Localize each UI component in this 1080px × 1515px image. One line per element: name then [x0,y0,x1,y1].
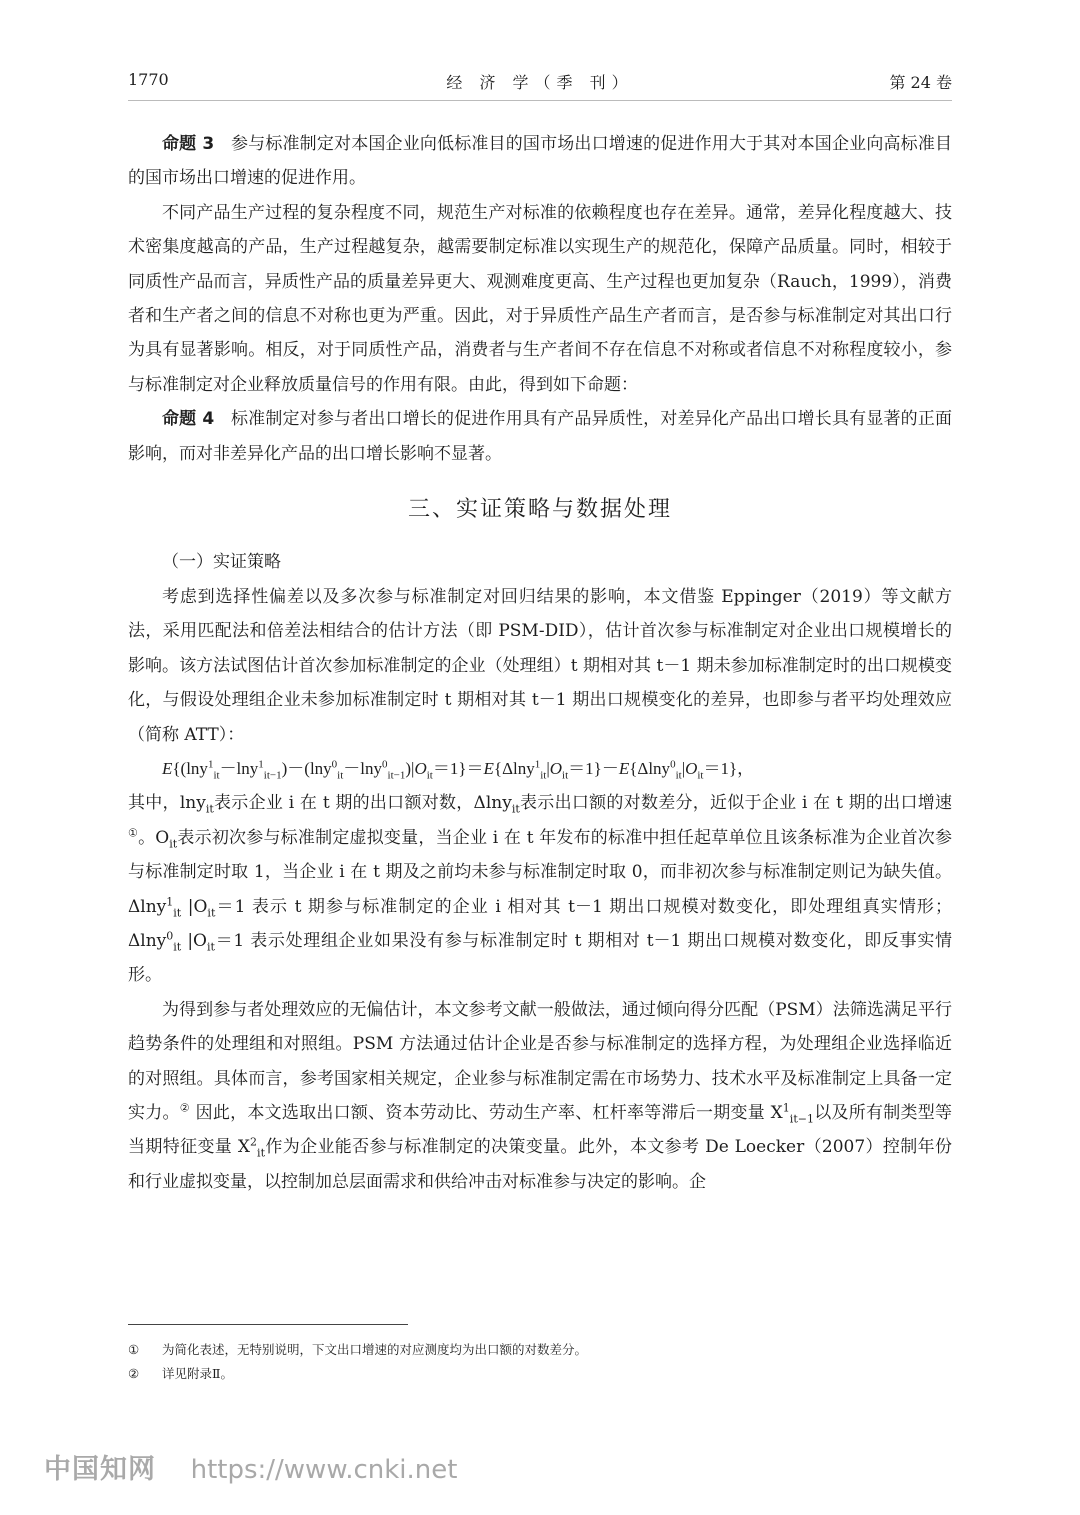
subsection-title: （一）实证策略 [162,552,281,573]
proposition-4 [128,402,952,471]
journal-name: 经 济 学（季 刊） [446,73,634,92]
proposition-text: 参与标准制定对本国企业向低标准目的国市场出口增速的促进作用大于其对本国企业向高标准目的国市场出口增速的促进作用。 [128,134,953,189]
page-number: 1770 [128,70,169,89]
footnote: ② 详见附录Ⅱ。 [128,1366,233,1381]
footnote-rule [128,1324,408,1325]
footnote: ① 为简化表述，无特别说明，下文出口增速的对应测度均为出口额的对数差分。 [128,1342,588,1357]
paragraph: 为得到参与者处理效应的无偏估计，本文参考文献一般做法，通过倾向得分匹配（PSM）法筛选满足平行趋势条件的处理组和对照组。PSM 方法通过估计企业是否参与标准制定的选择方程，为处理组企业选择临近的对照组。具体而言，参考国家相关规定，企业参与标准制定需在市场势力、技术水平及标准制定上具备一定实力。② 因此，本文选取出口额、资本劳动比、劳动生产率、杠杆率等滞后一期变量 $X^1_{it-1}$以及所有制类型等当期特征变量 $X^2_{it}$作为企业能否参与标准制定的决策变量。此外，本文参考 De Loecker（2007）控制年份和行业虚拟变量，以控制加总层面需求和供给冲击对标准参与决定的影响。企 [128,999,953,1192]
paragraph: 考虑到选择性偏差以及多次参与标准制定对回归结果的影响，本文借鉴 Eppinger（2019）等文献方法，采用匹配法和倍差法相结合的估计方法（即 PSM-DID），估计首次参与标准制定对企业出口规模增长的影响。该方法试图估计首次参加标准制定的企业（处理组）t 期相对其 t－1 期未参加标准制定时的出口规模变化，与假设处理组企业未参加标准制定时 t 期相对其 t－1 期出口规模变化的差异，也即参与者平均处理效应（简称 ATT）： [128,586,952,745]
watermark-brand: 中国知网 [44,1454,156,1485]
proposition-label: 命题 3 [162,134,215,154]
volume-number: 第 24 卷 [889,73,952,92]
att-equation: $E\{(\ln y^1_{it}-\ln y^1_{it-1})-(\ln y^0_{it}-\ln y^0_{it-1})|O_{it}=1\}=E\{\Delta\ln y^1_{it}|O_{it}=1\}-E\{\Delta\ln y^0_{it}|O_{it}=1\}$， [162,758,755,782]
watermark-url: https://www.cnki.net [190,1455,458,1485]
footnote-ref: ① [128,826,139,840]
proposition-3 [128,127,952,196]
watermark [44,1447,457,1486]
proposition-text: 标准制定对参与者出口增长的促进作用具有产品异质性，对差异化产品出口增长具有显著的正面影响，而对非差异化产品的出口增长影响不显著。 [128,409,953,464]
paragraph: 不同产品生产过程的复杂程度不同，规范生产对标准的依赖程度也存在差异。通常，差异化程度越大、技术密集度越高的产品，生产过程越复杂，越需要制定标准以实现生产的规范化，保障产品质量。同时，相较于同质性产品而言，异质性产品的质量差异更大、观测难度更高、生产过程也更加复杂（Rauch，1999），消费者和生产者之间的信息不对称也更为严重。因此，对于异质性产品生产者而言，是否参与标准制定对其出口行为具有显著影响。相反，对于同质性产品，消费者与生产者间不存在信息不对称或者信息不对称程度较小，参与标准制定对企业释放质量信号的作用有限。由此，得到如下命题： [128,202,952,395]
footnote-ref: ② [179,1101,190,1115]
section-title: 三、实证策略与数据处理 [407,497,672,523]
body-text [128,127,952,1199]
proposition-label: 命题 4 [162,409,215,430]
paragraph: 其中，lny$_{it}$表示企业 i 在 t 期的出口额对数，Δlny$_{it}$表示出口额的对数差分，近似于企业 i 在 t 期的出口增速①。$O_{it}$表示初次参与标准制定虚拟变量，当企业 i 在 t 年发布的标准中担任起草单位且该条标准为企业首次参与标准制定时取 1，当企业 i 在 t 期及之前均未参与标准制定时取 0，而非初次参与标准制定则记为缺失值。Δlny$^1_{it}$ $|O_{it}=1$ 表示 t 期参与标准制定的企业 i 相对其 t－1 期出口规模对数变化，即处理组真实情形；Δlny$^0_{it}$ $|O_{it}=1$ 表示处理组企业如果没有参与标准制定时 t 期相对 t－1 期出口规模对数变化，即反事实情形。 [128,793,953,986]
header-rule [128,100,952,101]
running-header [128,70,952,100]
